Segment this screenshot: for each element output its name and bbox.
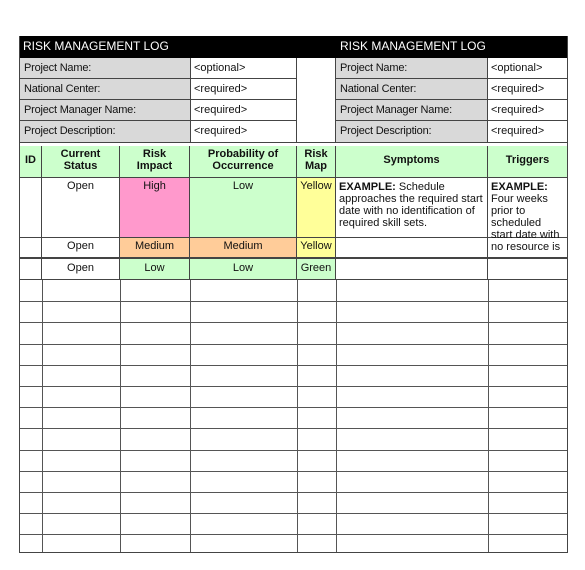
field-label: Project Manager Name: [20, 100, 191, 121]
status-cell[interactable]: Open [42, 178, 120, 238]
col-header-triggers: Triggers [488, 146, 568, 178]
field-label: Project Manager Name: [336, 100, 488, 121]
field-value[interactable]: <required> [488, 121, 568, 143]
impact-cell[interactable]: High [120, 178, 190, 238]
probability-cell[interactable]: Medium [190, 238, 297, 258]
log-title-left: RISK MANAGEMENT LOG [19, 36, 336, 58]
field-value[interactable]: <required> [488, 79, 568, 100]
field-label: Project Name: [20, 58, 191, 79]
col-header-id: ID [20, 146, 42, 178]
field-value[interactable]: <required> [488, 100, 568, 121]
risk-map-cell[interactable]: Yellow [297, 178, 336, 238]
field-label: Project Description: [20, 121, 191, 143]
example-label: EXAMPLE: [339, 181, 396, 193]
col-header-probability: Probability of Occurrence [190, 146, 297, 178]
risk-map-cell[interactable]: Yellow [297, 238, 336, 258]
field-value[interactable]: <required> [191, 100, 297, 121]
field-label: Project Name: [336, 58, 488, 79]
probability-cell[interactable]: Low [190, 178, 297, 238]
example-label: EXAMPLE: [491, 181, 548, 193]
field-label: National Center: [336, 79, 488, 100]
field-value[interactable]: <required> [191, 121, 297, 143]
field-label: National Center: [20, 79, 191, 100]
field-label: Project Description: [336, 121, 488, 143]
symptoms-text: Schedule approaches the required start date with no identification of required skill sets. [339, 181, 483, 229]
risk-map-cell[interactable]: Green [297, 258, 336, 280]
impact-cell[interactable]: Medium [120, 238, 190, 258]
field-value[interactable]: <optional> [191, 58, 297, 79]
status-cell[interactable]: Open [42, 258, 120, 280]
field-value[interactable]: <optional> [488, 58, 568, 79]
col-header-map: Risk Map [297, 146, 336, 178]
col-header-symptoms: Symptoms [336, 146, 488, 178]
probability-cell[interactable]: Low [190, 258, 297, 280]
log-title-right: RISK MANAGEMENT LOG [336, 36, 568, 58]
col-header-impact: Risk Impact [120, 146, 190, 178]
triggers-text: Four weeks prior to scheduled start date with no resource is [491, 193, 561, 253]
table-frame [19, 36, 568, 553]
impact-cell[interactable]: Low [120, 258, 190, 280]
status-cell[interactable]: Open [42, 238, 120, 258]
field-value[interactable]: <required> [191, 79, 297, 100]
col-header-status: Current Status [42, 146, 120, 178]
